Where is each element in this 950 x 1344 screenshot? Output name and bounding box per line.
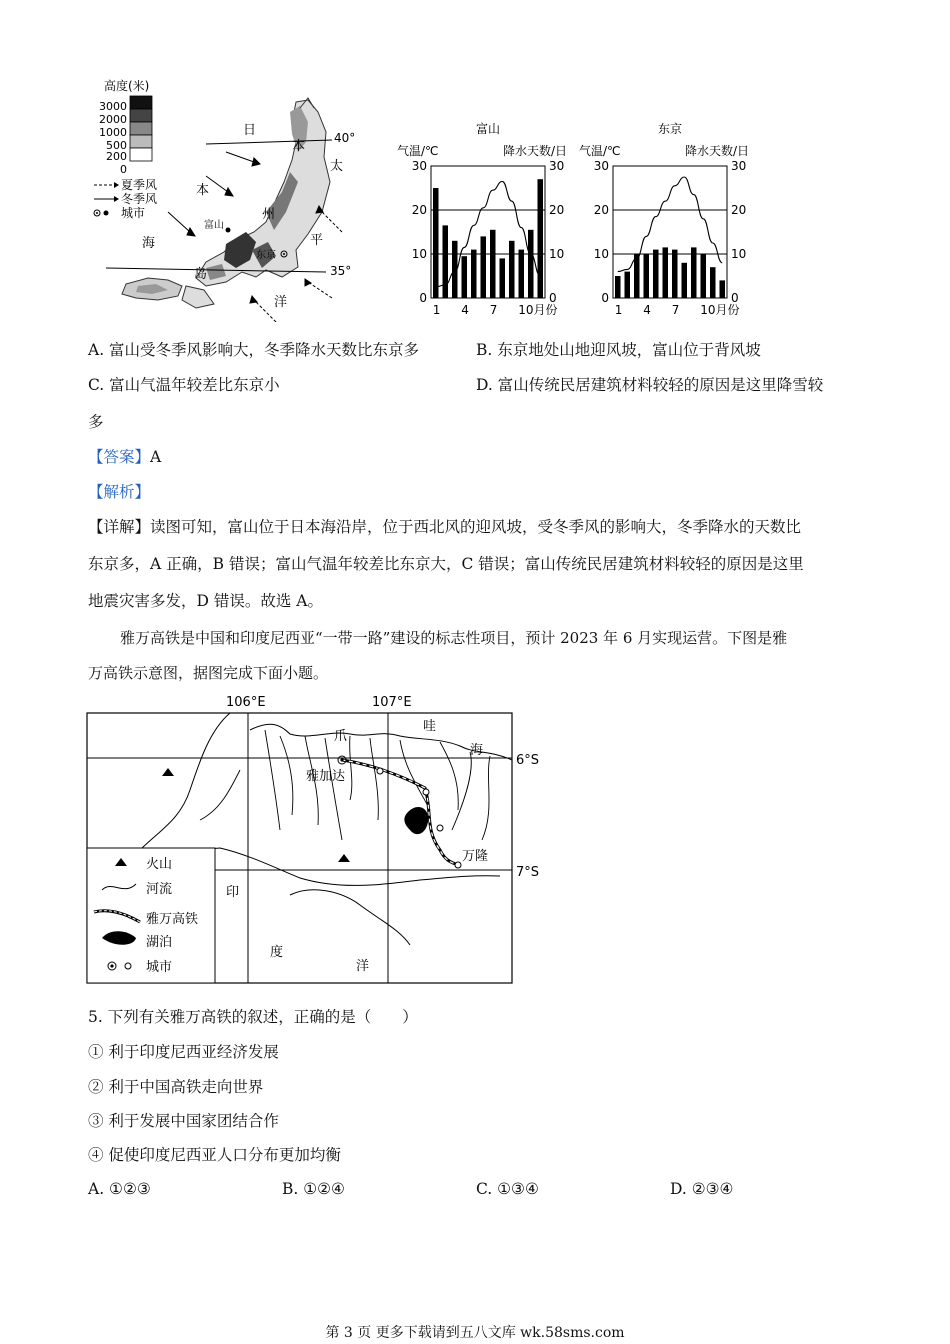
label-ping: 平 [310,233,324,248]
java-map [80,690,540,990]
precip-bar [509,241,515,298]
x-tick: 4 [643,303,651,317]
lat-7-label: 7°S [516,865,540,880]
precip-bar [700,254,706,298]
x-tick: 7 [671,303,680,317]
label-ben2: 本 [292,139,306,154]
label-yang: 洋 [356,959,370,974]
rivers [200,730,490,840]
city-bandung [455,862,461,868]
label-dao: 岛 [194,267,208,282]
y-tick-right: 10 [731,247,747,261]
y-tick-right: 10 [549,247,565,261]
answer-value: A [150,448,162,466]
label-ben: 本 [196,183,210,198]
x-tick: 1 [432,303,441,317]
x-tick: 7 [489,303,498,317]
label-wa: 哇 [423,719,437,734]
label-bandung: 万隆 [462,849,489,864]
y-tick-right: 0 [731,291,739,305]
q5-item-2: ② 利于中国高铁走向世界 [88,1078,264,1096]
temperature-line [436,181,541,287]
analysis-label: 【解析】 [88,483,151,501]
precip-bar [624,272,630,298]
precip-bar [719,280,725,298]
y-left-label: 气温/℃ [579,144,621,158]
elev-500: 500 [106,139,127,152]
detail-line3: 地震灾害多发，D 错误。故选 A。 [88,592,323,610]
label-toyama: 富山 [204,220,224,231]
precip-bar [499,258,505,298]
wind-legend [94,177,157,220]
y-tick-left: 10 [593,247,609,261]
precip-bar [471,250,477,298]
label-hai: 海 [470,743,484,758]
q5-option-d: D. ②③④ [670,1180,734,1198]
label-zhou: 州 [262,207,276,222]
climate-chart-toyama [395,118,575,323]
precip-bar [691,247,697,298]
y-tick-left: 0 [419,291,427,305]
elev-2000: 2000 [99,113,127,126]
railway [342,760,458,865]
x-tick: 4 [461,303,469,317]
intro-line2: 万高铁示意图，据图完成下面小题。 [88,664,329,682]
detail-label: 【详解】 [88,518,151,536]
south-coast [290,890,410,945]
q4-option-c: C. 富山气温年较差比东京小 [88,376,280,394]
legend-city: 城市 [146,960,173,975]
legend-lake: 湖泊 [146,935,173,950]
chart-title: 东京 [657,122,683,136]
precip-bar [480,236,486,298]
label-du: 度 [270,945,284,960]
q5-option-c: C. ①③④ [476,1180,539,1198]
volcano-1 [162,768,174,776]
elev-0: 0 [120,163,127,176]
detail-text1: 读图可知，富山位于日本海沿岸，位于西北风的迎风坡，受冬季风的影响大，冬季降水的天数比 [150,518,802,536]
legend-city: 城市 [121,206,146,220]
precip-bar [537,179,543,298]
q4-option-d-cont: 多 [88,413,104,431]
y-left-label: 气温/℃ [397,144,439,158]
lat-6-label: 6°S [516,753,540,768]
climate-chart-tokyo [577,118,757,323]
volcano-2 [338,854,350,862]
lat40-label: 40° [334,131,356,145]
precip-bar [461,256,467,298]
legend-winter-wind: 冬季风 [121,192,158,206]
label-jakarta: 雅加达 [306,769,346,784]
y-tick-right: 20 [731,203,747,217]
elev-1000: 1000 [99,126,127,139]
label-ri: 日 [243,123,257,138]
q5-item-3: ③ 利于发展中国家团结合作 [88,1112,279,1130]
label-yang: 洋 [274,295,288,310]
lat35-label: 35° [330,264,352,278]
precip-bar [528,230,534,298]
plot-frame [431,166,545,298]
precip-bar [518,250,524,298]
y-right-label: 降水天数/日 [502,144,567,158]
q5-item-1: ① 利于印度尼西亚经济发展 [88,1043,279,1061]
y-tick-right: 30 [549,159,565,173]
plot-frame [613,166,727,298]
y-tick-right: 0 [549,291,557,305]
y-tick-left: 20 [411,203,427,217]
y-tick-left: 0 [601,291,609,305]
precip-bar [653,250,659,298]
japan-map [86,72,386,322]
precip-bar [672,250,678,298]
y-tick-left: 30 [593,159,609,173]
precip-bar [490,230,496,298]
chart-title: 富山 [475,122,501,136]
label-zhua: 爪 [334,729,348,744]
y-tick-right: 20 [549,203,565,217]
x-tick: 10月份 [700,303,740,317]
y-right-label: 降水天数/日 [684,144,749,158]
detail-line2: 东京多，A 正确，B 错误；富山气温年较差比东京大，C 错误；富山传统民居建筑材料较轻的原因是这里 [88,555,804,573]
y-tick-left: 20 [593,203,609,217]
y-tick-left: 10 [411,247,427,261]
answer-line [88,450,161,466]
q4-option-b: B. 东京地处山地迎风坡，富山位于背风坡 [476,341,761,359]
precip-bar [662,247,668,298]
lon-107-label: 107°E [372,695,412,710]
elevation-legend [99,96,152,176]
q4-option-a: A. 富山受冬季风影响大，冬季降水天数比东京多 [88,341,420,359]
legend-title: 高度(米) [104,79,150,93]
answer-label: 【答案】 [88,448,151,466]
elev-3000: 3000 [99,100,127,113]
label-hai: 海 [142,236,156,251]
q5-option-b: B. ①②④ [282,1180,345,1198]
precip-bar [681,263,687,298]
y-tick-left: 30 [411,159,427,173]
precip-bar [615,276,621,298]
temperature-line [618,177,723,272]
label-tokyo: 东京 [256,250,276,261]
elev-200: 200 [106,150,127,163]
q5-stem: 5. 下列有关雅万高铁的叙述，正确的是（ ） [88,1008,418,1026]
precip-bar [634,254,640,298]
detail-line1 [88,520,801,536]
intro-line1: 雅万高铁是中国和印度尼西亚“一带一路”建设的标志性项目，预计 2023 年 6 月实现运营。下图是雅 [120,629,788,647]
q4-option-d: D. 富山传统民居建筑材料较轻的原因是这里降雪较 [476,376,824,394]
page-footer: 第 3 页 更多下载请到五八文库 wk.58sms.com [325,1325,625,1341]
city-toyama [226,228,231,233]
y-tick-right: 30 [731,159,747,173]
x-tick: 1 [614,303,623,317]
x-tick: 10月份 [518,303,558,317]
legend-summer-wind: 夏季风 [121,178,158,192]
precip-bar [643,254,649,298]
lon-106-label: 106°E [226,695,266,710]
q5-option-a: A. ①②③ [88,1180,151,1198]
legend-volcano: 火山 [146,857,173,872]
label-yin: 印 [226,885,240,900]
precip-bar [433,188,439,298]
legend-railway: 雅万高铁 [146,912,199,927]
precip-bar [442,225,448,298]
lake [404,807,428,834]
precip-bar [710,267,716,298]
label-tai: 太 [330,159,344,174]
legend-river: 河流 [146,882,173,897]
q5-item-4: ④ 促使印度尼西亚人口分布更加均衡 [88,1146,341,1164]
